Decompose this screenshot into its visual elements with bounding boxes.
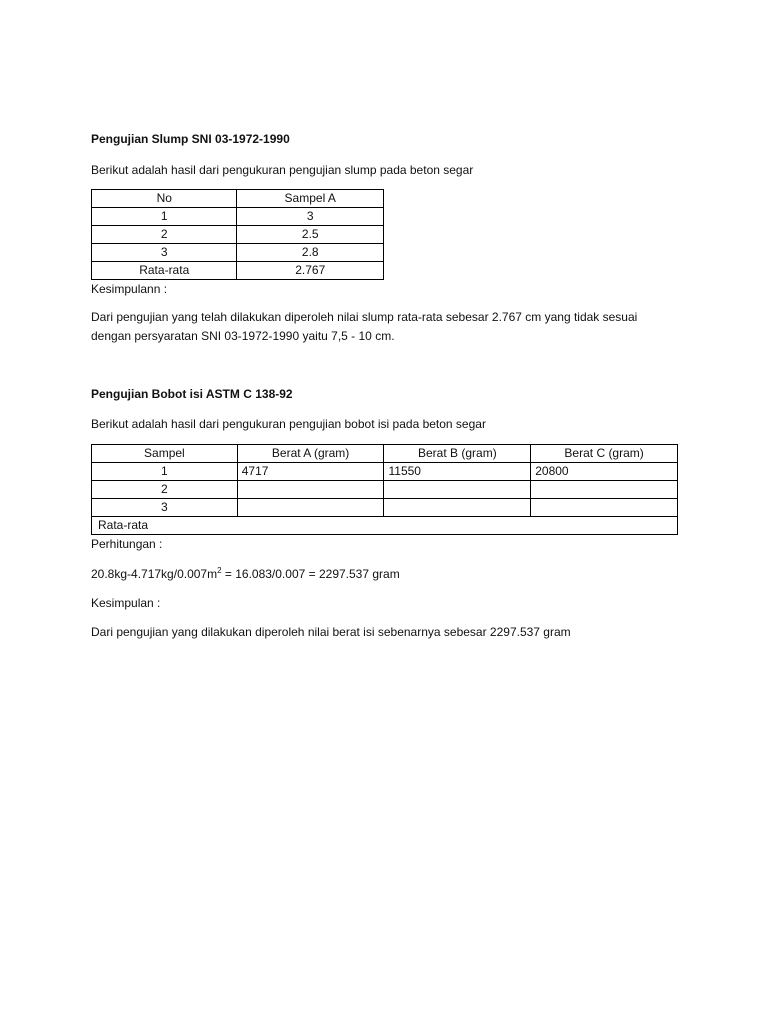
calc-post: = 16.083/0.007 = 2297.537 gram xyxy=(221,567,400,581)
table-row xyxy=(92,499,678,517)
section1-conclusion-line1: Dari pengujian yang telah dilakukan diperoleh nilai slump rata-rata sebesar 2.767 cm yang tidak sesuai xyxy=(91,310,638,324)
header-no: No xyxy=(92,190,237,208)
table-footer-rata-rata: Rata-rata xyxy=(92,517,678,535)
section2-calculation xyxy=(91,566,400,582)
table-cell: Rata-rata xyxy=(92,262,237,280)
table-cell: 11550 xyxy=(384,463,531,481)
table-cell: 3 xyxy=(92,499,238,517)
table-cell: 4717 xyxy=(237,463,384,481)
section2-calc-label: Perhitungan : xyxy=(91,537,163,551)
slump-table xyxy=(91,189,384,280)
table-footer-row xyxy=(92,517,678,535)
table-cell: 2 xyxy=(92,481,238,499)
section2-title: Pengujian Bobot isi ASTM C 138-92 xyxy=(91,387,293,401)
calc-pre: 20.8kg-4.717kg/0.007m xyxy=(91,567,218,581)
section1-conclusion-line2: dengan persyaratan SNI 03-1972-1990 yaitu 7,5 - 10 cm. xyxy=(91,329,395,343)
table-cell: 2.767 xyxy=(237,262,384,280)
table-cell: 2.8 xyxy=(237,244,384,262)
table-cell: 1 xyxy=(92,463,238,481)
table-row xyxy=(92,226,384,244)
section1-conclusion-label: Kesimpulann : xyxy=(91,282,168,296)
header-berat-b: Berat B (gram) xyxy=(384,445,531,463)
table-cell xyxy=(237,481,384,499)
section1-title: Pengujian Slump SNI 03-1972-1990 xyxy=(91,132,290,146)
table-cell xyxy=(237,499,384,517)
table-row xyxy=(92,244,384,262)
table-cell: 20800 xyxy=(531,463,678,481)
table-row xyxy=(92,262,384,280)
table-cell: 2.5 xyxy=(237,226,384,244)
bobot-isi-table xyxy=(91,444,678,535)
table-cell: 1 xyxy=(92,208,237,226)
section2-conclusion: Dari pengujian yang dilakukan diperoleh nilai berat isi sebenarnya sebesar 2297.537 gram xyxy=(91,625,571,639)
header-sampel: Sampel xyxy=(92,445,238,463)
table-row xyxy=(92,463,678,481)
calc-sup: 2 xyxy=(217,566,222,575)
table-cell: 3 xyxy=(92,244,237,262)
table-cell: 3 xyxy=(237,208,384,226)
section2-conclusion-label: Kesimpulan : xyxy=(91,596,161,610)
section1-intro: Berikut adalah hasil dari pengukuran pengujian slump pada beton segar xyxy=(91,163,474,177)
table-cell xyxy=(531,499,678,517)
table-cell xyxy=(384,481,531,499)
table-header-row xyxy=(92,190,384,208)
table-cell xyxy=(531,481,678,499)
table-row xyxy=(92,481,678,499)
header-berat-c: Berat C (gram) xyxy=(531,445,678,463)
table-row xyxy=(92,208,384,226)
header-berat-a: Berat A (gram) xyxy=(237,445,384,463)
table-header-row xyxy=(92,445,678,463)
table-cell xyxy=(384,499,531,517)
header-sampel-a: Sampel A xyxy=(237,190,384,208)
section2-intro: Berikut adalah hasil dari pengukuran pengujian bobot isi pada beton segar xyxy=(91,417,486,431)
table-cell: 2 xyxy=(92,226,237,244)
